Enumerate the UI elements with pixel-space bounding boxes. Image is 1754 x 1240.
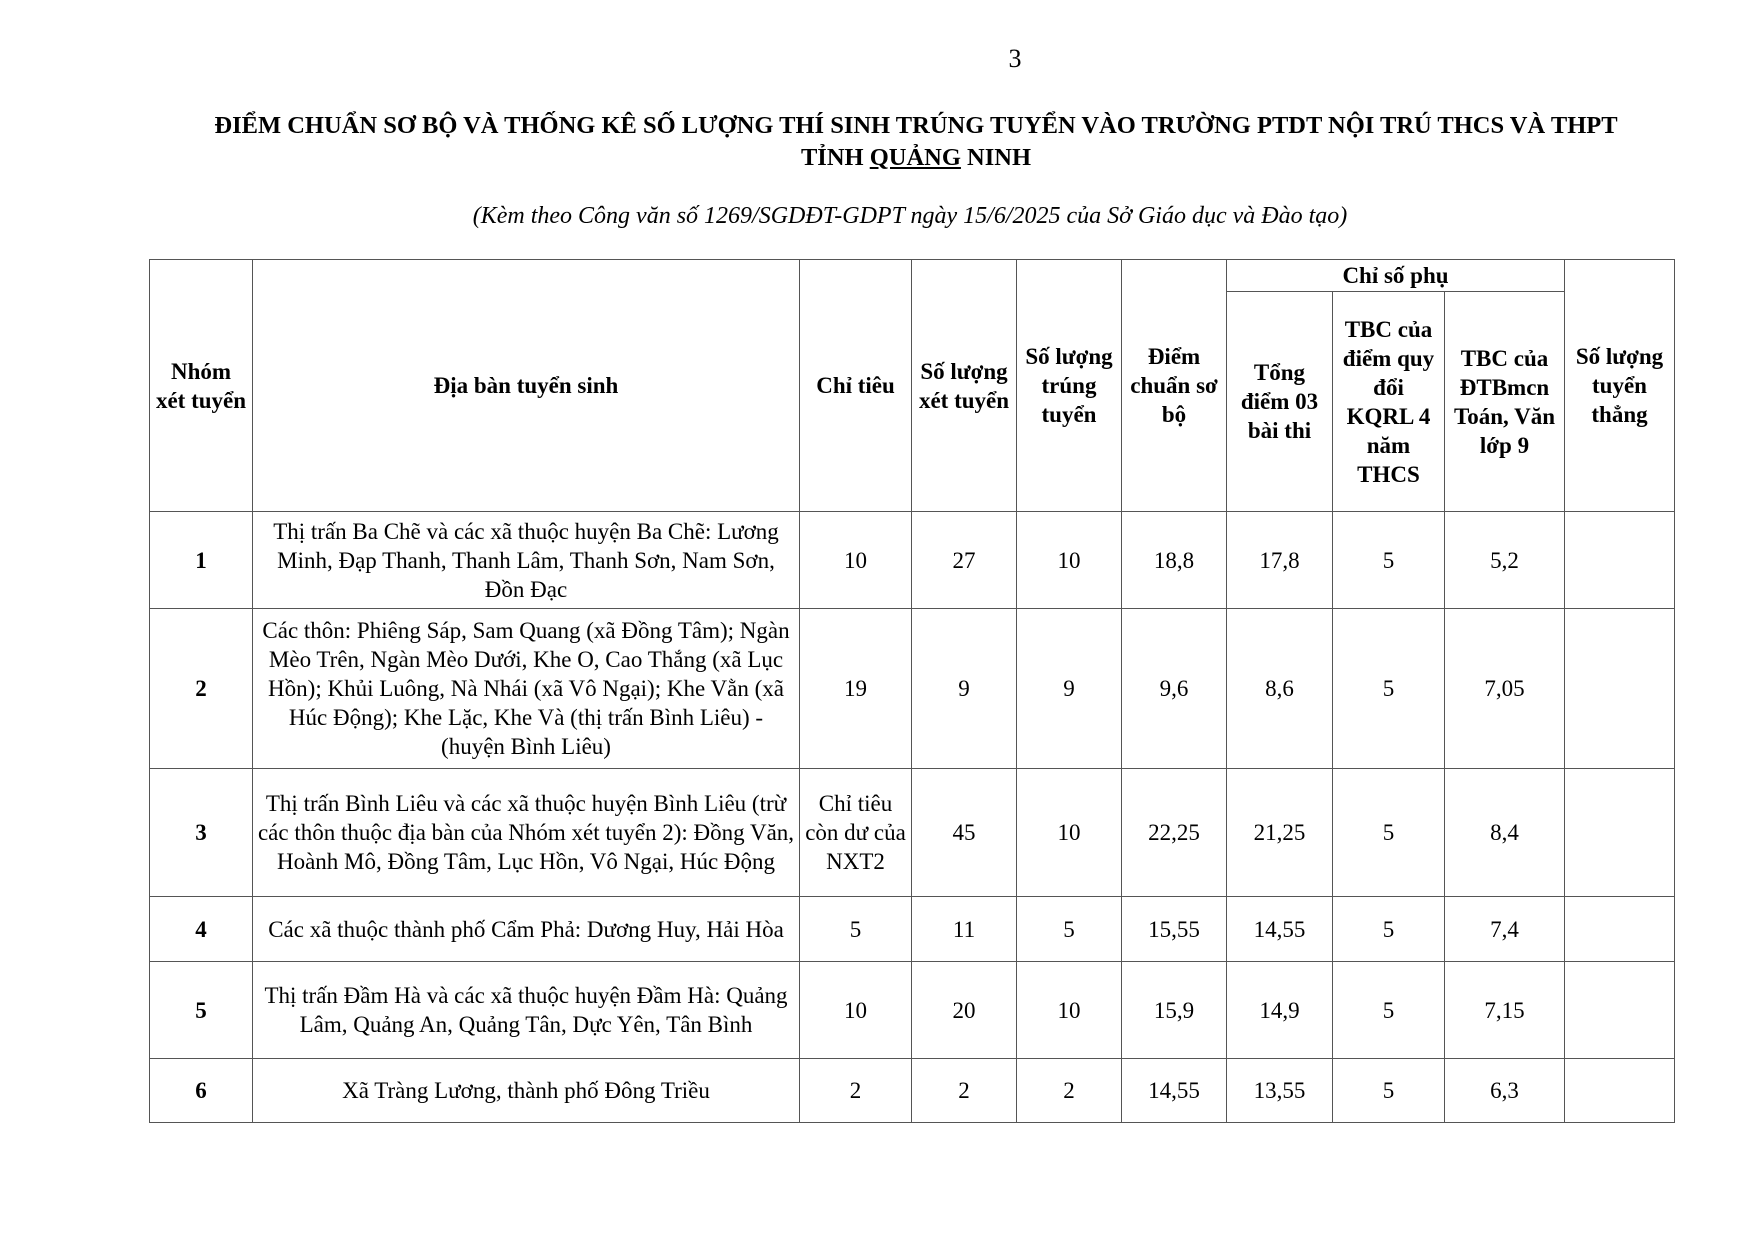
- cell-quota: 2: [800, 1059, 912, 1123]
- cell-kqrl: 5: [1333, 609, 1445, 769]
- cell-direct: [1565, 512, 1675, 609]
- cell-quota: 10: [800, 962, 912, 1059]
- cell-admitted: 10: [1017, 962, 1122, 1059]
- header-applicants: Số lượng xét tuyển: [912, 260, 1017, 512]
- cell-dtb: 5,2: [1445, 512, 1565, 609]
- header-sub-index: Chỉ số phụ: [1227, 260, 1565, 292]
- table-row: [150, 1059, 1675, 1123]
- document-subtitle: (Kèm theo Công văn số 1269/SGDĐT-GDPT ngày 15/6/2025 của Sở Giáo dục và Đào tạo): [472, 203, 1348, 229]
- page-number: 3: [1008, 44, 1022, 73]
- cell-area: Xã Tràng Lương, thành phố Đông Triều: [253, 1059, 800, 1123]
- cell-total-score: 13,55: [1227, 1059, 1333, 1123]
- cell-kqrl: 5: [1333, 1059, 1445, 1123]
- cell-quota: 10: [800, 512, 912, 609]
- header-admitted: Số lượng trúng tuyển: [1017, 260, 1122, 512]
- cell-benchmark: 18,8: [1122, 512, 1227, 609]
- cell-area: Các thôn: Phiêng Sáp, Sam Quang (xã Đồng Tâm); Ngàn Mèo Trên, Ngàn Mèo Dưới, Khe O, Cao Thắng (xã Lục Hồn); Khủi Luông, Nà Nhái (xã Vô Ngại); Khe Vằn (xã Húc Động); Khe Lặc, Khe Và (thị trấn Bình Liêu) - (huyện Bình Liêu): [253, 609, 800, 769]
- table-row: [150, 769, 1675, 897]
- header-group: Nhóm xét tuyển: [150, 260, 253, 512]
- cell-applicants: 9: [912, 609, 1017, 769]
- cell-quota: 5: [800, 897, 912, 962]
- cell-applicants: 20: [912, 962, 1017, 1059]
- cell-benchmark: 9,6: [1122, 609, 1227, 769]
- header-area: Địa bàn tuyển sinh: [253, 260, 800, 512]
- title-line-2-suffix: NINH: [960, 144, 1032, 171]
- table-row: [150, 897, 1675, 962]
- cell-direct: [1565, 609, 1675, 769]
- cell-quota: Chỉ tiêu còn dư của NXT2: [800, 769, 912, 897]
- title-line-1: ĐIỂM CHUẨN SƠ BỘ VÀ THỐNG KÊ SỐ LƯỢNG THÍ SINH TRÚNG TUYỂN VÀO TRƯỜNG PTDT NỘI TRÚ THCS VÀ THPT: [214, 112, 1618, 139]
- cell-dtb: 7,4: [1445, 897, 1565, 962]
- title-line-2: [150, 142, 1682, 174]
- header-dtb: TBC của ĐTBmcn Toán, Văn lớp 9: [1445, 292, 1565, 512]
- table-row: [150, 512, 1675, 609]
- cell-total-score: 14,9: [1227, 962, 1333, 1059]
- header-quota: Chỉ tiêu: [800, 260, 912, 512]
- cell-benchmark: 22,25: [1122, 769, 1227, 897]
- cell-benchmark: 14,55: [1122, 1059, 1227, 1123]
- cell-applicants: 2: [912, 1059, 1017, 1123]
- cell-group: 1: [150, 512, 253, 609]
- cell-area: Thị trấn Đầm Hà và các xã thuộc huyện Đầm Hà: Quảng Lâm, Quảng An, Quảng Tân, Dực Yên, Tân Bình: [253, 962, 800, 1059]
- cell-area: Thị trấn Bình Liêu và các xã thuộc huyện Bình Liêu (trừ các thôn thuộc địa bàn của Nhóm xét tuyển 2): Đồng Văn, Hoành Mô, Đồng Tâm, Lục Hồn, Vô Ngại, Húc Động: [253, 769, 800, 897]
- cell-dtb: 8,4: [1445, 769, 1565, 897]
- title-line-2-prefix: TỈNH: [800, 144, 870, 171]
- header-benchmark: Điểm chuẩn sơ bộ: [1122, 260, 1227, 512]
- cell-kqrl: 5: [1333, 512, 1445, 609]
- cell-admitted: 5: [1017, 897, 1122, 962]
- cell-group: 6: [150, 1059, 253, 1123]
- table-row: [150, 609, 1675, 769]
- cell-applicants: 27: [912, 512, 1017, 609]
- cell-area: Thị trấn Ba Chẽ và các xã thuộc huyện Ba Chẽ: Lương Minh, Đạp Thanh, Thanh Lâm, Thanh Sơn, Nam Sơn, Đồn Đạc: [253, 512, 800, 609]
- cell-kqrl: 5: [1333, 769, 1445, 897]
- admission-table: [149, 259, 1675, 1123]
- title-line-2-underlined: QUẢNG: [869, 144, 961, 171]
- cell-admitted: 10: [1017, 769, 1122, 897]
- cell-dtb: 7,15: [1445, 962, 1565, 1059]
- header-total-score: Tổng điểm 03 bài thi: [1227, 292, 1333, 512]
- cell-total-score: 8,6: [1227, 609, 1333, 769]
- cell-group: 5: [150, 962, 253, 1059]
- cell-quota: 19: [800, 609, 912, 769]
- cell-total-score: 21,25: [1227, 769, 1333, 897]
- header-kqrl: TBC của điểm quy đổi KQRL 4 năm THCS: [1333, 292, 1445, 512]
- cell-applicants: 11: [912, 897, 1017, 962]
- header-direct-admission: Số lượng tuyển thẳng: [1565, 260, 1675, 512]
- cell-benchmark: 15,9: [1122, 962, 1227, 1059]
- cell-admitted: 2: [1017, 1059, 1122, 1123]
- cell-total-score: 17,8: [1227, 512, 1333, 609]
- cell-admitted: 9: [1017, 609, 1122, 769]
- cell-benchmark: 15,55: [1122, 897, 1227, 962]
- cell-kqrl: 5: [1333, 962, 1445, 1059]
- cell-group: 3: [150, 769, 253, 897]
- cell-direct: [1565, 962, 1675, 1059]
- cell-kqrl: 5: [1333, 897, 1445, 962]
- cell-direct: [1565, 1059, 1675, 1123]
- cell-admitted: 10: [1017, 512, 1122, 609]
- cell-group: 4: [150, 897, 253, 962]
- cell-area: Các xã thuộc thành phố Cẩm Phả: Dương Huy, Hải Hòa: [253, 897, 800, 962]
- cell-total-score: 14,55: [1227, 897, 1333, 962]
- cell-applicants: 45: [912, 769, 1017, 897]
- document-title: [150, 110, 1682, 174]
- cell-direct: [1565, 769, 1675, 897]
- cell-group: 2: [150, 609, 253, 769]
- cell-dtb: 7,05: [1445, 609, 1565, 769]
- cell-dtb: 6,3: [1445, 1059, 1565, 1123]
- table-row: [150, 962, 1675, 1059]
- cell-direct: [1565, 897, 1675, 962]
